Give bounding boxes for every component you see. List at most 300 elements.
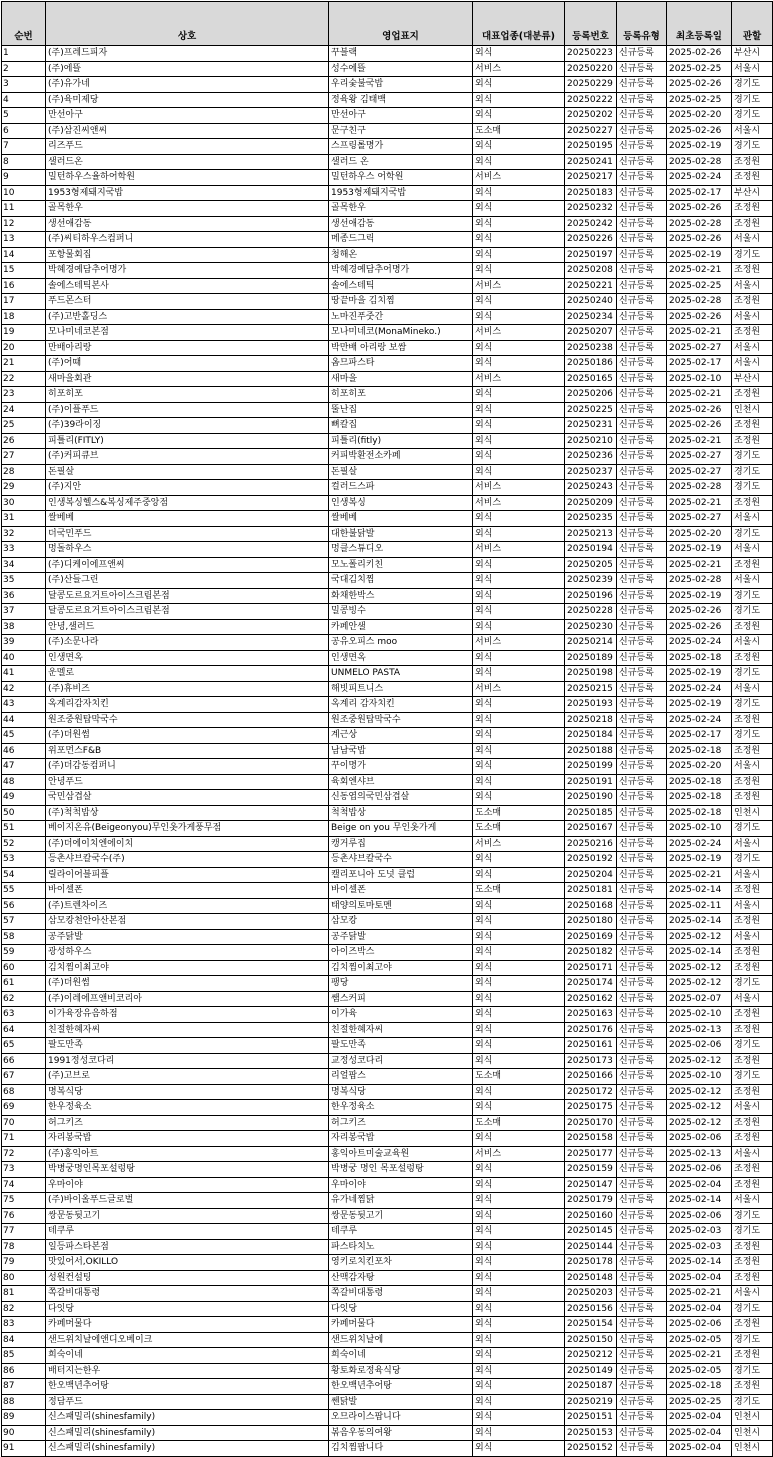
cell-industry: 외식 [473, 1332, 565, 1348]
cell-industry: 외식 [473, 1301, 565, 1317]
cell-first-reg-date: 2025-02-04 [667, 1425, 732, 1441]
cell-first-reg-date: 2025-02-21 [667, 867, 732, 883]
cell-reg-no: 20250187 [565, 1379, 617, 1395]
table-row [2, 1007, 773, 1023]
cell-no: 53 [2, 852, 46, 868]
cell-jurisdiction: 조정원 [732, 325, 773, 341]
cell-company: 쪽갈비대통령 [46, 1286, 329, 1302]
cell-first-reg-date: 2025-02-19 [667, 697, 732, 713]
cell-brand: 아이즈박스 [329, 945, 473, 961]
cell-reg-no: 20250148 [565, 1270, 617, 1286]
cell-jurisdiction: 서울시 [732, 898, 773, 914]
cell-first-reg-date: 2025-02-10 [667, 371, 732, 387]
cell-jurisdiction: 서울시 [732, 867, 773, 883]
cell-jurisdiction: 조정원 [732, 294, 773, 310]
cell-reg-type: 신규등록 [617, 1022, 667, 1038]
cell-brand: 피틀리(fitly) [329, 433, 473, 449]
cell-first-reg-date: 2025-02-18 [667, 805, 732, 821]
cell-no: 34 [2, 557, 46, 573]
cell-company: (주)이레에프앤비코리아 [46, 991, 329, 1007]
cell-jurisdiction: 조정원 [732, 1115, 773, 1131]
cell-jurisdiction: 경기도 [732, 480, 773, 496]
table-row [2, 1332, 773, 1348]
cell-no: 47 [2, 759, 46, 775]
cell-jurisdiction: 조정원 [732, 790, 773, 806]
cell-no: 89 [2, 1410, 46, 1426]
cell-first-reg-date: 2025-02-26 [667, 123, 732, 139]
cell-reg-no: 20250184 [565, 728, 617, 744]
cell-jurisdiction: 경기도 [732, 1301, 773, 1317]
cell-company: 공주닭발 [46, 929, 329, 945]
cell-jurisdiction: 경기도 [732, 1208, 773, 1224]
cell-no: 27 [2, 449, 46, 465]
cell-reg-no: 20250182 [565, 945, 617, 961]
cell-first-reg-date: 2025-02-12 [667, 960, 732, 976]
cell-reg-no: 20250179 [565, 1193, 617, 1209]
cell-jurisdiction: 서울시 [732, 340, 773, 356]
cell-brand: 홍익아트미술교육원 [329, 1146, 473, 1162]
cell-jurisdiction: 조정원 [732, 495, 773, 511]
cell-no: 2 [2, 61, 46, 77]
cell-company: (주)더에이치엔에이치 [46, 836, 329, 852]
cell-reg-type: 신규등록 [617, 216, 667, 232]
table-row [2, 883, 773, 899]
cell-no: 41 [2, 666, 46, 682]
cell-jurisdiction: 서울시 [732, 635, 773, 651]
cell-no: 19 [2, 325, 46, 341]
cell-jurisdiction: 서울시 [732, 1146, 773, 1162]
table-row [2, 1022, 773, 1038]
cell-first-reg-date: 2025-02-17 [667, 728, 732, 744]
cell-brand: 땅끝마을 김치찜 [329, 294, 473, 310]
cell-reg-type: 신규등록 [617, 1162, 667, 1178]
cell-company: 신스패밀리(shinesfamily) [46, 1441, 329, 1457]
table-row [2, 154, 773, 170]
table-body [2, 46, 773, 1457]
cell-industry: 도소매 [473, 805, 565, 821]
cell-brand: 쌍문동뒷고기 [329, 1208, 473, 1224]
cell-reg-type: 신규등록 [617, 588, 667, 604]
cell-first-reg-date: 2025-02-04 [667, 1441, 732, 1457]
cell-brand: 다잇당 [329, 1301, 473, 1317]
cell-company: 친절한혜자씨 [46, 1022, 329, 1038]
cell-jurisdiction: 조정원 [732, 960, 773, 976]
cell-company: 쌍문동뒷고기 [46, 1208, 329, 1224]
cell-reg-type: 신규등록 [617, 449, 667, 465]
table-row [2, 216, 773, 232]
cell-company: (주)더원썸 [46, 728, 329, 744]
cell-brand: 황토화로정육식당 [329, 1363, 473, 1379]
cell-reg-type: 신규등록 [617, 418, 667, 434]
table-row [2, 1317, 773, 1333]
cell-jurisdiction: 조정원 [732, 1348, 773, 1364]
cell-no: 62 [2, 991, 46, 1007]
cell-industry: 외식 [473, 914, 565, 930]
cell-no: 17 [2, 294, 46, 310]
cell-company: 쌀베베 [46, 511, 329, 527]
cell-no: 74 [2, 1177, 46, 1193]
cell-brand: 박만배 아리랑 보쌈 [329, 340, 473, 356]
cell-first-reg-date: 2025-02-19 [667, 139, 732, 155]
cell-reg-type: 신규등록 [617, 805, 667, 821]
cell-no: 26 [2, 433, 46, 449]
cell-reg-type: 신규등록 [617, 774, 667, 790]
table-row [2, 991, 773, 1007]
cell-reg-type: 신규등록 [617, 1224, 667, 1240]
cell-industry: 외식 [473, 557, 565, 573]
cell-industry: 외식 [473, 108, 565, 124]
cell-first-reg-date: 2025-02-20 [667, 108, 732, 124]
table-row [2, 123, 773, 139]
cell-reg-no: 20250198 [565, 666, 617, 682]
table-row [2, 1425, 773, 1441]
cell-reg-no: 20250165 [565, 371, 617, 387]
cell-reg-no: 20250169 [565, 929, 617, 945]
cell-jurisdiction: 서울시 [732, 1286, 773, 1302]
cell-reg-type: 신규등록 [617, 1208, 667, 1224]
cell-company: 한우정육소 [46, 1100, 329, 1116]
cell-jurisdiction: 조정원 [732, 1239, 773, 1255]
cell-reg-no: 20250221 [565, 278, 617, 294]
cell-reg-type: 신규등록 [617, 1007, 667, 1023]
cell-first-reg-date: 2025-02-14 [667, 883, 732, 899]
cell-industry: 외식 [473, 433, 565, 449]
cell-brand: 산맥감자탕 [329, 1270, 473, 1286]
cell-brand: 커피박환전소카페 [329, 449, 473, 465]
cell-jurisdiction: 서울시 [732, 759, 773, 775]
cell-jurisdiction: 경기도 [732, 666, 773, 682]
cell-company: 옥계리감자치킨 [46, 697, 329, 713]
cell-first-reg-date: 2025-02-27 [667, 511, 732, 527]
cell-first-reg-date: 2025-02-19 [667, 588, 732, 604]
cell-industry: 외식 [473, 1022, 565, 1038]
cell-first-reg-date: 2025-02-19 [667, 247, 732, 263]
cell-company: (주)39라이징 [46, 418, 329, 434]
cell-reg-no: 20250216 [565, 836, 617, 852]
table-row [2, 464, 773, 480]
table-row [2, 898, 773, 914]
cell-first-reg-date: 2025-02-26 [667, 402, 732, 418]
cell-reg-no: 20250220 [565, 61, 617, 77]
cell-industry: 외식 [473, 340, 565, 356]
table-row [2, 449, 773, 465]
cell-reg-type: 신규등록 [617, 1115, 667, 1131]
cell-company: (주)씨티하우스컴퍼니 [46, 232, 329, 248]
cell-reg-no: 20250172 [565, 1084, 617, 1100]
cell-reg-type: 신규등록 [617, 1332, 667, 1348]
table-row [2, 170, 773, 186]
cell-no: 54 [2, 867, 46, 883]
cell-company: 김치찜이최고야 [46, 960, 329, 976]
cell-no: 56 [2, 898, 46, 914]
cell-brand: 계근상 [329, 728, 473, 744]
cell-first-reg-date: 2025-02-25 [667, 61, 732, 77]
cell-first-reg-date: 2025-02-17 [667, 356, 732, 372]
table-row [2, 635, 773, 651]
cell-reg-no: 20250210 [565, 433, 617, 449]
cell-no: 25 [2, 418, 46, 434]
cell-industry: 도소매 [473, 123, 565, 139]
cell-first-reg-date: 2025-02-24 [667, 681, 732, 697]
cell-industry: 서비스 [473, 371, 565, 387]
cell-no: 68 [2, 1084, 46, 1100]
table-row [2, 805, 773, 821]
table-row [2, 526, 773, 542]
table-row [2, 960, 773, 976]
table-row [2, 914, 773, 930]
cell-industry: 외식 [473, 1394, 565, 1410]
cell-company: 삼모캉천안아산본점 [46, 914, 329, 930]
table-row [2, 77, 773, 93]
cell-reg-no: 20250147 [565, 1177, 617, 1193]
table-row [2, 263, 773, 279]
cell-company: (주)홍익아트 [46, 1146, 329, 1162]
cell-company: 일등파스타본점 [46, 1239, 329, 1255]
cell-reg-type: 신규등록 [617, 232, 667, 248]
table-row [2, 511, 773, 527]
cell-company: (주)더감동컴퍼니 [46, 759, 329, 775]
cell-reg-type: 신규등록 [617, 821, 667, 837]
cell-reg-no: 20250230 [565, 619, 617, 635]
cell-no: 59 [2, 945, 46, 961]
cell-jurisdiction: 경기도 [732, 588, 773, 604]
cell-first-reg-date: 2025-02-04 [667, 1270, 732, 1286]
cell-first-reg-date: 2025-02-07 [667, 991, 732, 1007]
cell-no: 50 [2, 805, 46, 821]
table-row [2, 1270, 773, 1286]
cell-reg-no: 20250178 [565, 1255, 617, 1271]
table-row [2, 232, 773, 248]
cell-brand: 인생면옥 [329, 650, 473, 666]
cell-jurisdiction: 조정원 [732, 1379, 773, 1395]
cell-reg-type: 신규등록 [617, 1146, 667, 1162]
cell-first-reg-date: 2025-02-06 [667, 1208, 732, 1224]
cell-reg-type: 신규등록 [617, 697, 667, 713]
cell-jurisdiction: 서울시 [732, 991, 773, 1007]
cell-no: 1 [2, 46, 46, 62]
cell-no: 82 [2, 1301, 46, 1317]
cell-brand: 꾸이명가 [329, 759, 473, 775]
cell-reg-type: 신규등록 [617, 666, 667, 682]
cell-company: 테쿠루 [46, 1224, 329, 1240]
cell-industry: 외식 [473, 201, 565, 217]
cell-company: 새마을회관 [46, 371, 329, 387]
cell-industry: 외식 [473, 1038, 565, 1054]
cell-company: 우마이야 [46, 1177, 329, 1193]
table-row [2, 1410, 773, 1426]
cell-company: (주)산들그린 [46, 573, 329, 589]
cell-no: 39 [2, 635, 46, 651]
cell-reg-type: 신규등록 [617, 898, 667, 914]
cell-industry: 외식 [473, 511, 565, 527]
cell-brand: 허그키즈 [329, 1115, 473, 1131]
table-row [2, 387, 773, 403]
cell-first-reg-date: 2025-02-28 [667, 154, 732, 170]
cell-first-reg-date: 2025-02-26 [667, 604, 732, 620]
table-row [2, 92, 773, 108]
cell-company: 배터지는한우 [46, 1363, 329, 1379]
cell-company: 성원컨설팅 [46, 1270, 329, 1286]
cell-reg-type: 신규등록 [617, 604, 667, 620]
cell-reg-no: 20250238 [565, 340, 617, 356]
cell-reg-no: 20250217 [565, 170, 617, 186]
cell-jurisdiction: 조정원 [732, 1255, 773, 1271]
cell-brand: 대한불닭발 [329, 526, 473, 542]
column-header-reg-type: 등록유형 [617, 2, 667, 46]
table-row [2, 201, 773, 217]
cell-brand: 파스타치노 [329, 1239, 473, 1255]
cell-company: 카페머물다 [46, 1317, 329, 1333]
cell-first-reg-date: 2025-02-26 [667, 201, 732, 217]
cell-reg-type: 신규등록 [617, 759, 667, 775]
cell-company: 국민삼겹살 [46, 790, 329, 806]
cell-reg-no: 20250173 [565, 1053, 617, 1069]
cell-brand: 삼모캉 [329, 914, 473, 930]
cell-first-reg-date: 2025-02-19 [667, 666, 732, 682]
cell-brand: 새마을 [329, 371, 473, 387]
cell-reg-no: 20250197 [565, 247, 617, 263]
cell-jurisdiction: 경기도 [732, 1394, 773, 1410]
cell-brand: 솔에스테틱 [329, 278, 473, 294]
cell-reg-type: 신규등록 [617, 1301, 667, 1317]
cell-no: 76 [2, 1208, 46, 1224]
cell-reg-type: 신규등록 [617, 247, 667, 263]
cell-industry: 서비스 [473, 278, 565, 294]
cell-company: 희숙이네 [46, 1348, 329, 1364]
cell-reg-no: 20250237 [565, 464, 617, 480]
cell-no: 91 [2, 1441, 46, 1457]
cell-first-reg-date: 2025-02-25 [667, 278, 732, 294]
cell-reg-type: 신규등록 [617, 340, 667, 356]
cell-reg-no: 20250177 [565, 1146, 617, 1162]
cell-company: 박병궁명인목포설렁탕 [46, 1162, 329, 1178]
cell-first-reg-date: 2025-02-12 [667, 1100, 732, 1116]
cell-reg-type: 신규등록 [617, 557, 667, 573]
cell-brand: 샌드위치날에 [329, 1332, 473, 1348]
cell-company: 생선애감동 [46, 216, 329, 232]
cell-jurisdiction: 서울시 [732, 681, 773, 697]
cell-no: 60 [2, 960, 46, 976]
cell-reg-type: 신규등록 [617, 480, 667, 496]
cell-company: 안녕푸드 [46, 774, 329, 790]
cell-first-reg-date: 2025-02-11 [667, 898, 732, 914]
cell-industry: 외식 [473, 1255, 565, 1271]
cell-reg-no: 20250202 [565, 108, 617, 124]
table-row [2, 821, 773, 837]
cell-reg-no: 20250154 [565, 1317, 617, 1333]
cell-first-reg-date: 2025-02-26 [667, 77, 732, 93]
cell-no: 7 [2, 139, 46, 155]
cell-reg-type: 신규등록 [617, 573, 667, 589]
cell-reg-no: 20250163 [565, 1007, 617, 1023]
cell-reg-no: 20250166 [565, 1069, 617, 1085]
table-row [2, 743, 773, 759]
cell-jurisdiction: 경기도 [732, 247, 773, 263]
cell-brand: 만선아구 [329, 108, 473, 124]
table-row [2, 1038, 773, 1054]
cell-no: 61 [2, 976, 46, 992]
cell-reg-type: 신규등록 [617, 1177, 667, 1193]
cell-reg-no: 20250225 [565, 402, 617, 418]
column-header-company: 상호 [46, 2, 329, 46]
cell-jurisdiction: 경기도 [732, 464, 773, 480]
cell-jurisdiction: 경기도 [732, 604, 773, 620]
cell-company: 베이지온유(Beigeonyou)무인옷가게풍무점 [46, 821, 329, 837]
cell-jurisdiction: 조정원 [732, 914, 773, 930]
cell-industry: 외식 [473, 573, 565, 589]
cell-industry: 서비스 [473, 1146, 565, 1162]
cell-industry: 외식 [473, 356, 565, 372]
cell-reg-type: 신규등록 [617, 929, 667, 945]
cell-industry: 외식 [473, 759, 565, 775]
cell-industry: 도소매 [473, 883, 565, 899]
cell-reg-no: 20250152 [565, 1441, 617, 1457]
cell-first-reg-date: 2025-02-06 [667, 1131, 732, 1147]
cell-company: 1991정성코다리 [46, 1053, 329, 1069]
cell-reg-type: 신규등록 [617, 883, 667, 899]
table-row [2, 1146, 773, 1162]
cell-first-reg-date: 2025-02-12 [667, 929, 732, 945]
cell-company: 이가육장유음하점 [46, 1007, 329, 1023]
cell-first-reg-date: 2025-02-10 [667, 821, 732, 837]
cell-first-reg-date: 2025-02-25 [667, 1394, 732, 1410]
cell-no: 42 [2, 681, 46, 697]
cell-no: 63 [2, 1007, 46, 1023]
cell-industry: 서비스 [473, 61, 565, 77]
cell-industry: 외식 [473, 852, 565, 868]
cell-industry: 외식 [473, 185, 565, 201]
cell-jurisdiction: 인천시 [732, 1441, 773, 1457]
column-header-no: 순번 [2, 2, 46, 46]
cell-company: 히포히포 [46, 387, 329, 403]
table-row [2, 774, 773, 790]
cell-no: 45 [2, 728, 46, 744]
cell-industry: 외식 [473, 604, 565, 620]
cell-jurisdiction: 경기도 [732, 449, 773, 465]
cell-jurisdiction: 조정원 [732, 170, 773, 186]
cell-reg-type: 신규등록 [617, 1100, 667, 1116]
cell-brand: 우마이야 [329, 1177, 473, 1193]
cell-first-reg-date: 2025-02-24 [667, 170, 732, 186]
cell-company: (주)척척밥상 [46, 805, 329, 821]
cell-brand: 화채한박스 [329, 588, 473, 604]
cell-reg-type: 신규등록 [617, 1193, 667, 1209]
column-header-brand: 영업표지 [329, 2, 473, 46]
cell-first-reg-date: 2025-02-21 [667, 325, 732, 341]
cell-brand: 돈필살 [329, 464, 473, 480]
cell-industry: 외식 [473, 294, 565, 310]
table-row [2, 604, 773, 620]
table-row [2, 418, 773, 434]
cell-company: 샐러드온 [46, 154, 329, 170]
cell-company: 명복식당 [46, 1084, 329, 1100]
cell-brand: 문구친구 [329, 123, 473, 139]
cell-first-reg-date: 2025-02-20 [667, 526, 732, 542]
cell-first-reg-date: 2025-02-12 [667, 1115, 732, 1131]
table-row [2, 836, 773, 852]
cell-industry: 서비스 [473, 635, 565, 651]
cell-jurisdiction: 인천시 [732, 402, 773, 418]
cell-no: 24 [2, 402, 46, 418]
cell-reg-no: 20250192 [565, 852, 617, 868]
cell-reg-type: 신규등록 [617, 511, 667, 527]
cell-brand: 팽당 [329, 976, 473, 992]
cell-industry: 외식 [473, 650, 565, 666]
cell-first-reg-date: 2025-02-14 [667, 1255, 732, 1271]
cell-industry: 외식 [473, 263, 565, 279]
cell-company: 릴라이어블피플 [46, 867, 329, 883]
cell-reg-type: 신규등록 [617, 77, 667, 93]
